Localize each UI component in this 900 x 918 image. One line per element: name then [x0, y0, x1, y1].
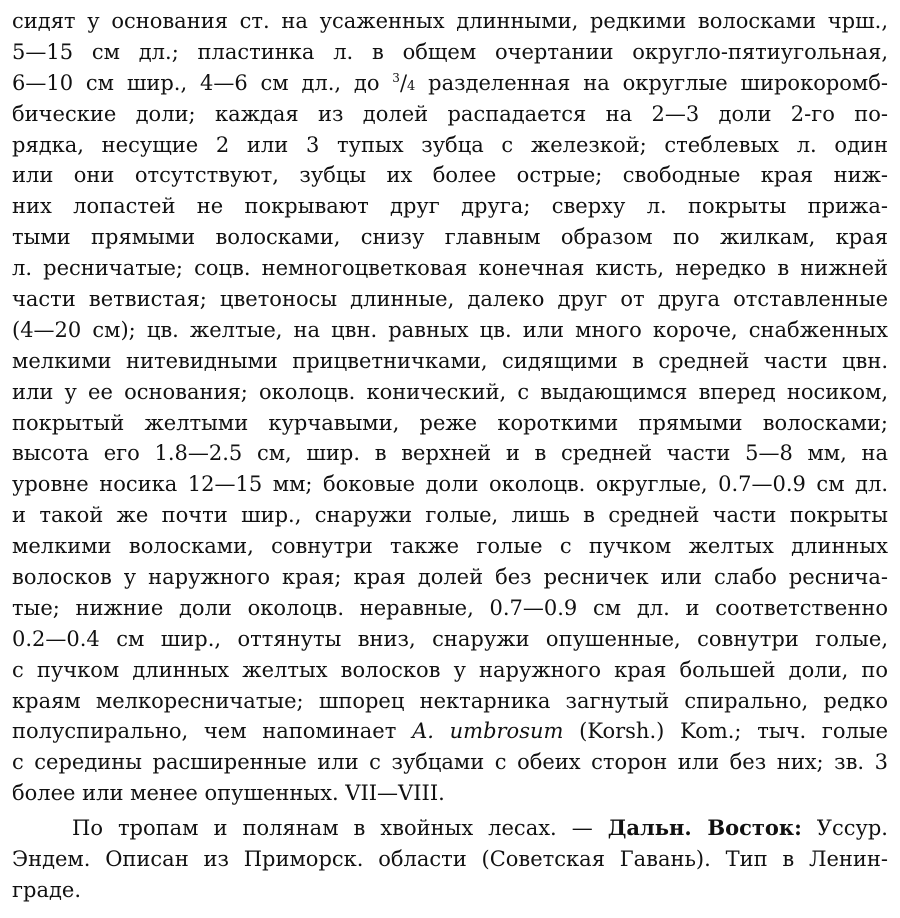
text-line: более или менее опушенных. VII—VIII. — [12, 781, 445, 806]
text-line: высота его 1.8—2.5 см, шир. в верхней и в средней части 5—8 мм, на — [12, 441, 888, 466]
text-line: мелкими волосками, совнутри также голые с пучком желтых длинных — [12, 534, 888, 559]
text-line: или у ее основания; околоцв. конический, с выдающимся вперед носиком, — [12, 379, 888, 404]
text-fragment: 6—10 см шир., 4—6 см дл., до — [12, 70, 393, 95]
species-name: A. umbrosum — [412, 719, 564, 744]
text-line: рядка, несущие 2 или 3 тупых зубца с железкой; стеблевых л. один — [12, 132, 888, 157]
text-line: мелкими нитевидными прицветничками, сидящими в средней части цвн. — [12, 348, 888, 373]
text-line: покрытый желтыми курчавыми, реже короткими прямыми волосками; — [12, 410, 888, 435]
text-fragment: (Korsh.) Kom.; тыч. голые — [563, 719, 888, 744]
text-line: тыми прямыми волосками, снизу главным образом по жилкам, края — [12, 225, 888, 250]
text-line: краям мелкоресничатые; шпорец нектарника загнутый спирально, редко — [12, 688, 888, 713]
text-line: них лопастей не покрывают друг друга; сверху л. покрыты прижа- — [12, 194, 888, 219]
text-line: 0.2—0.4 см шир., оттянуты вниз, снаружи опушенные, совнутри голые, — [12, 626, 888, 651]
text-line: (4—20 см); цв. желтые, на цвн. равных цв. или много короче, снабженных — [12, 317, 888, 342]
habitat-paragraph — [12, 813, 888, 906]
document-page — [12, 6, 888, 906]
text-line: и такой же почти шир., снаружи голые, лишь в средней части покрыты — [12, 503, 888, 528]
text-line — [12, 813, 888, 844]
region-label: Дальн. Восток: — [607, 815, 802, 841]
text-fragment: полуспирально, чем напоминает — [12, 719, 413, 744]
fraction-denominator: 4 — [407, 78, 416, 94]
text-line: с середины расширенные или с зубцами с обеих сторон или без них; зв. 3 — [12, 750, 888, 775]
text-line: сидят у основания ст. на усаженных длинными, редкими волосками чрш., — [12, 9, 888, 33]
text-line: тые; нижние доли околоцв. неравные, 0.7—0.9 см дл. и соответственно — [12, 595, 888, 620]
text-fragment: разделенная на округлые широкоромб- — [415, 70, 888, 95]
habitat-intro: По тропам и полянам в хвойных лесах. — — [72, 816, 608, 841]
text-line: 5—15 см дл.; пластинка л. в общем очертании округло-пятиугольная, — [12, 39, 888, 64]
fraction-numerator: 3 — [392, 70, 400, 85]
fraction-slash: / — [399, 70, 408, 95]
text-line: граде. — [12, 877, 81, 902]
species-description — [12, 6, 888, 809]
text-line: Эндем. Описан из Приморск. области (Советская Гавань). Тип в Ленин- — [12, 847, 888, 872]
text-fragment: Уссур. — [801, 816, 888, 841]
text-line: уровне носика 12—15 мм; боковые доли околоцв. округлые, 0.7—0.9 см дл. — [12, 472, 888, 497]
text-line: или они отсутствуют, зубцы их более острые; свободные края ниж- — [12, 163, 888, 188]
text-line: волосков у наружного края; края долей без ресничек или слабо реснича- — [12, 565, 888, 590]
text-line: части ветвистая; цветоносы длинные, далеко друг от друга отставленные — [12, 287, 888, 312]
text-line — [12, 68, 888, 99]
text-line: бические доли; каждая из долей распадается на 2—3 доли 2-го по- — [12, 101, 888, 126]
text-line — [12, 716, 888, 747]
text-line: л. ресничатые; соцв. немногоцветковая конечная кисть, нередко в нижней — [12, 256, 888, 281]
text-line: с пучком длинных желтых волосков у наружного края большей доли, по — [12, 657, 888, 682]
